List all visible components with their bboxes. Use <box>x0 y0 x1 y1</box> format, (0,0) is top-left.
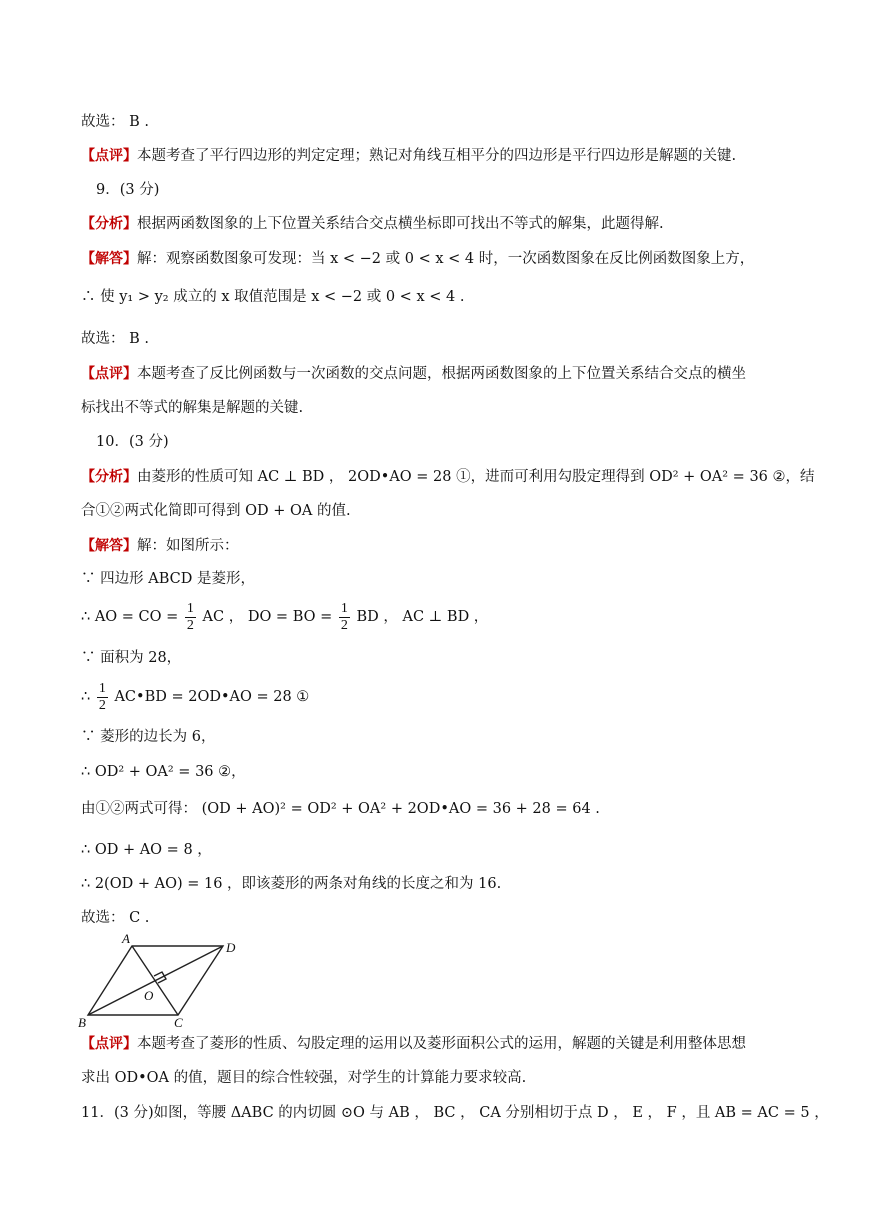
solution-text: ∴ $\frac{1}{2}$ AC•BD = 2OD•AO = 28 ① <box>81 680 310 713</box>
fraction-half: $\frac{1}{2}$ <box>98 680 106 713</box>
analysis-text: 合①②两式化简即可得到 OD + OA 的值. <box>81 503 351 519</box>
comment-tag: 【点评】 <box>81 1036 137 1052</box>
question-9-header: 9．(3 分) <box>96 182 160 198</box>
fraction-half: $\frac{1}{2}$ <box>340 600 348 633</box>
answer-choice-line: 故选： B . <box>81 331 149 347</box>
solution-text: ∴ 使 y₁ > y₂ 成立的 x 取值范围是 x < −2 或 0 < x < 4 . <box>81 289 465 305</box>
analysis-tag: 【分析】 <box>81 216 137 232</box>
comment-line: 【点评】本题考查了菱形的性质、勾股定理的运用以及菱形面积公式的运用，解题的关键是利用整体思想 <box>81 1036 746 1052</box>
answer-choice-line: 故选： B . <box>81 114 149 130</box>
solution-text: ∵ 四边形 ABCD 是菱形， <box>81 571 255 587</box>
question-10-header: 10．(3 分) <box>96 434 169 450</box>
solution-text: ∴ 2(OD + AO) = 16 ，即该菱形的两条对角线的长度之和为 16. <box>81 876 502 892</box>
comment-tag: 【点评】 <box>81 148 137 164</box>
comment-text: 标找出不等式的解集是解题的关键. <box>81 400 304 416</box>
solution-tag: 【解答】 <box>81 251 137 267</box>
rhombus-figure <box>78 930 248 1030</box>
question-11-text: 11．(3 分)如图，等腰 ΔABC 的内切圆 ⊙O 与 AB ， BC ， CA 分别相切于点 D ， E ， F ，且 AB = AC = 5 ， <box>81 1105 829 1121</box>
solution-text: 由①②两式可得： (OD + AO)² = OD² + OA² + 2OD•AO = 36 + 28 = 64 . <box>81 801 600 817</box>
analysis-line: 【分析】根据两函数图象的上下位置关系结合交点横坐标即可找出不等式的解集，此题得解. <box>81 216 664 232</box>
solution-text: ∴ AO = CO = $\frac{1}{2}$ AC ， DO = BO = $\frac{1}{2}$ BD ， AC ⊥ BD ， <box>81 600 489 633</box>
solution-tag: 【解答】 <box>81 538 137 554</box>
fraction-half: $\frac{1}{2}$ <box>186 600 194 633</box>
solution-text: ∵ 菱形的边长为 6， <box>81 729 216 745</box>
label-D: D <box>226 940 236 955</box>
label-C: C <box>174 1015 183 1030</box>
comment-line: 【点评】本题考查了反比例函数与一次函数的交点问题，根据两函数图象的上下位置关系结合交点的横坐 <box>81 366 746 382</box>
solution-line: 【解答】解：如图所示： <box>81 538 239 554</box>
label-O: O <box>144 988 154 1003</box>
analysis-tag: 【分析】 <box>81 469 137 485</box>
comment-line: 【点评】本题考查了平行四边形的判定定理；熟记对角线互相平分的四边形是平行四边形是解题的关键. <box>81 148 737 164</box>
solution-text: ∴ OD + AO = 8 ， <box>81 842 212 858</box>
analysis-line: 【分析】由菱形的性质可知 AC ⊥ BD ， 2OD•AO = 28 ①，进而可利用勾股定理得到 OD² + OA² = 36 ②，结 <box>81 469 815 485</box>
comment-text: 求出 OD•OA 的值，题目的综合性较强，对学生的计算能力要求较高. <box>81 1070 527 1086</box>
solution-text: ∵ 面积为 28， <box>81 650 182 666</box>
label-B: B <box>78 1015 86 1030</box>
solution-line: 【解答】解：观察函数图象可发现：当 x < −2 或 0 < x < 4 时，一次函数图象在反比例函数图象上方， <box>81 251 755 267</box>
comment-tag: 【点评】 <box>81 366 137 382</box>
answer-choice-line: 故选： C . <box>81 910 150 926</box>
solution-text: ∴ OD² + OA² = 36 ②， <box>81 764 246 780</box>
label-A: A <box>122 931 130 946</box>
